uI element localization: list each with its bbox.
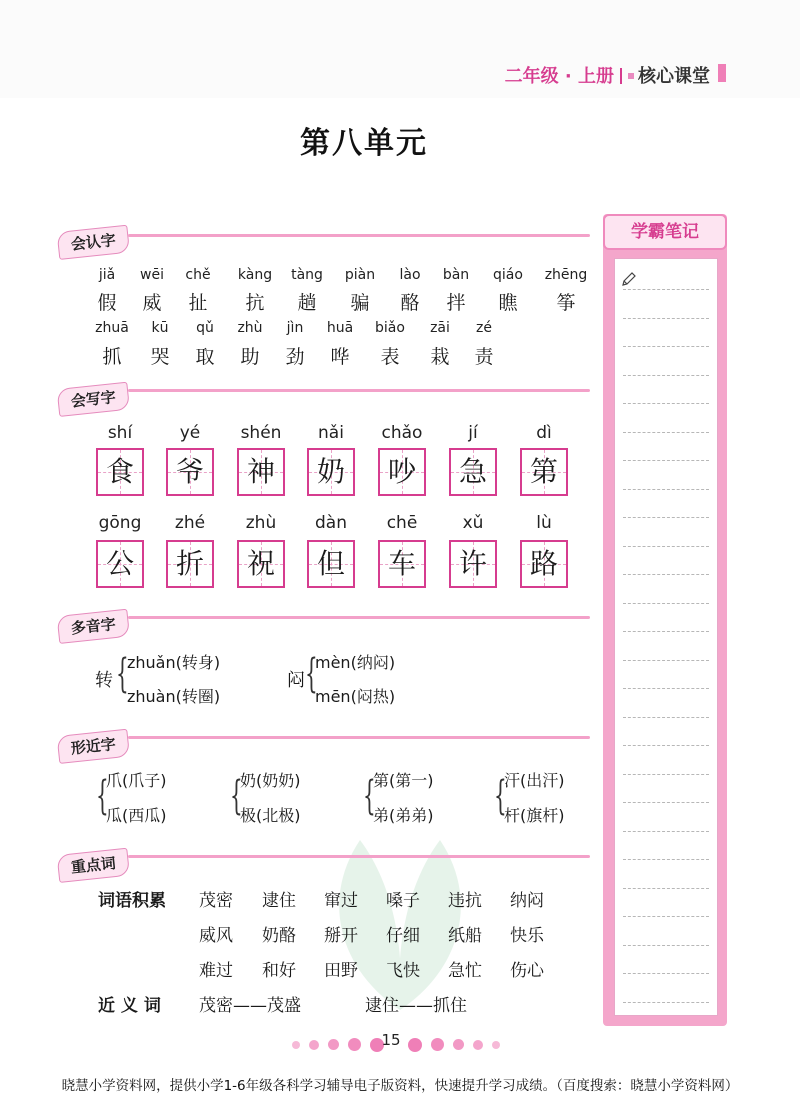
section-tag-similar: 形近字 bbox=[57, 729, 131, 764]
pinyin: lào bbox=[399, 267, 421, 283]
polyphone-reading: mèn(纳闷) bbox=[315, 653, 396, 672]
note-line bbox=[623, 517, 709, 518]
hanzi-char: 车 bbox=[387, 547, 416, 580]
dot-icon bbox=[348, 1038, 361, 1051]
note-line bbox=[623, 460, 709, 461]
writing-grid-cell bbox=[520, 448, 568, 496]
note-line bbox=[623, 859, 709, 860]
section-line bbox=[128, 736, 590, 739]
hanzi-char: 吵 bbox=[387, 455, 416, 488]
note-line bbox=[623, 916, 709, 917]
similar-char: 爪(爪子) bbox=[106, 771, 167, 790]
hanzi-char: 威 bbox=[142, 292, 162, 314]
dot-icon bbox=[492, 1041, 500, 1049]
header-bullet bbox=[628, 73, 634, 79]
synonym-label: 近 义 词 bbox=[98, 996, 161, 1016]
section-tag-keywords: 重点词 bbox=[57, 848, 131, 883]
polyphone-reading: zhuàn(转圈) bbox=[127, 687, 221, 706]
pinyin: gōng bbox=[98, 513, 142, 533]
book-header bbox=[505, 62, 710, 88]
brace-icon: { bbox=[494, 773, 507, 819]
hanzi-char: 助 bbox=[240, 346, 260, 368]
polyphone-reading: zhuǎn(转身) bbox=[127, 653, 221, 672]
pinyin: dì bbox=[536, 423, 552, 443]
dot-icon bbox=[473, 1040, 483, 1050]
keyword: 难过 bbox=[199, 961, 233, 981]
keyword: 掰开 bbox=[324, 926, 358, 946]
brace-icon: { bbox=[363, 773, 376, 819]
section-tag-write: 会写字 bbox=[57, 382, 131, 417]
section-tag-recognize: 会认字 bbox=[57, 225, 131, 260]
pinyin: qiáo bbox=[493, 267, 523, 283]
dot-icon bbox=[408, 1038, 422, 1052]
pencil-icon bbox=[621, 271, 637, 287]
pinyin: shí bbox=[107, 423, 133, 443]
pinyin: xǔ bbox=[462, 513, 484, 533]
hanzi-char: 折 bbox=[175, 547, 204, 580]
writing-grid-cell bbox=[307, 540, 355, 588]
hanzi-char: 抓 bbox=[102, 346, 122, 368]
pinyin: wēi bbox=[140, 267, 164, 283]
keyword: 急忙 bbox=[448, 961, 482, 981]
keyword: 违抗 bbox=[448, 891, 482, 911]
accumulate-label: 词语积累 bbox=[98, 891, 166, 911]
writing-grid-cell bbox=[96, 540, 144, 588]
hanzi-char: 抗 bbox=[245, 292, 265, 314]
writing-grid-cell bbox=[166, 540, 214, 588]
polyphone-char: 转 bbox=[95, 670, 113, 691]
hanzi-char: 栽 bbox=[430, 346, 450, 368]
similar-char: 杆(旗杆) bbox=[504, 806, 565, 825]
writing-grid-cell bbox=[520, 540, 568, 588]
pinyin: bàn bbox=[442, 267, 470, 283]
pinyin: zhé bbox=[174, 513, 206, 533]
hanzi-char: 瞧 bbox=[498, 292, 518, 314]
polyphone-reading: mēn(闷热) bbox=[315, 687, 396, 706]
synonym-pair: 逮住——抓住 bbox=[365, 996, 467, 1016]
pinyin: zhuā bbox=[95, 320, 129, 336]
note-line bbox=[623, 888, 709, 889]
writing-grid-cell bbox=[449, 540, 497, 588]
pinyin: chē bbox=[386, 513, 418, 533]
hanzi-char: 扯 bbox=[188, 292, 208, 314]
hanzi-char: 假 bbox=[97, 292, 117, 314]
similar-char: 瓜(西瓜) bbox=[106, 806, 167, 825]
note-line bbox=[623, 574, 709, 575]
notes-title: 学霸笔记 bbox=[603, 214, 727, 250]
dot-icon bbox=[328, 1039, 339, 1050]
hanzi-char: 但 bbox=[316, 547, 345, 580]
pinyin: jiǎ bbox=[98, 267, 116, 283]
pinyin: zé bbox=[476, 320, 492, 336]
writing-grid-cell bbox=[378, 540, 426, 588]
keyword: 纳闷 bbox=[510, 891, 544, 911]
hanzi-char: 骗 bbox=[350, 292, 370, 314]
note-line bbox=[623, 945, 709, 946]
pinyin: zhēng bbox=[544, 267, 588, 283]
pinyin: jí bbox=[468, 423, 478, 443]
pinyin: lù bbox=[536, 513, 552, 533]
writing-grid-cell bbox=[237, 448, 285, 496]
keyword: 快乐 bbox=[510, 926, 544, 946]
hanzi-char: 劲 bbox=[285, 346, 305, 368]
page-number: 15 bbox=[381, 1031, 401, 1049]
note-line bbox=[623, 403, 709, 404]
keyword: 田野 bbox=[324, 961, 358, 981]
pinyin: qǔ bbox=[196, 320, 214, 336]
pinyin: zāi bbox=[430, 320, 450, 336]
keyword: 逮住 bbox=[262, 891, 296, 911]
hanzi-char: 拌 bbox=[446, 292, 466, 314]
note-line bbox=[623, 973, 709, 974]
keyword: 仔细 bbox=[386, 926, 420, 946]
keyword: 嗓子 bbox=[386, 891, 420, 911]
dot-icon bbox=[431, 1038, 444, 1051]
brace-icon: { bbox=[305, 651, 318, 697]
note-line bbox=[623, 745, 709, 746]
writing-grid-cell bbox=[378, 448, 426, 496]
keyword: 茂密 bbox=[199, 891, 233, 911]
pinyin: biǎo bbox=[375, 320, 405, 336]
hanzi-char: 取 bbox=[195, 346, 215, 368]
watermark-leaf-icon bbox=[300, 810, 500, 1020]
section-line bbox=[128, 855, 590, 858]
dot-icon bbox=[292, 1041, 300, 1049]
header-divider bbox=[620, 68, 622, 84]
pinyin: shén bbox=[240, 423, 282, 443]
hanzi-char: 趟 bbox=[297, 292, 317, 314]
page-dots bbox=[406, 1034, 502, 1050]
writing-grid-cell bbox=[96, 448, 144, 496]
writing-grid-cell bbox=[449, 448, 497, 496]
pinyin: zhù bbox=[237, 320, 263, 336]
writing-grid-cell bbox=[307, 448, 355, 496]
pinyin: yé bbox=[179, 423, 201, 443]
hanzi-char: 许 bbox=[458, 547, 487, 580]
note-line bbox=[623, 717, 709, 718]
note-line bbox=[623, 631, 709, 632]
similar-char: 弟(弟弟) bbox=[373, 806, 434, 825]
note-line bbox=[623, 375, 709, 376]
keyword: 伤心 bbox=[510, 961, 544, 981]
note-line bbox=[623, 489, 709, 490]
pinyin: zhù bbox=[245, 513, 277, 533]
note-line bbox=[623, 603, 709, 604]
keyword: 和好 bbox=[262, 961, 296, 981]
pinyin: tàng bbox=[291, 267, 323, 283]
note-line bbox=[623, 831, 709, 832]
note-line bbox=[623, 432, 709, 433]
pinyin: piàn bbox=[344, 267, 376, 283]
similar-char: 汗(出汗) bbox=[504, 771, 565, 790]
pinyin: dàn bbox=[315, 513, 347, 533]
hanzi-char: 奶 bbox=[316, 455, 345, 488]
note-line bbox=[623, 546, 709, 547]
pinyin: kū bbox=[151, 320, 169, 336]
hanzi-char: 神 bbox=[246, 455, 275, 488]
note-line bbox=[623, 774, 709, 775]
note-line bbox=[623, 1002, 709, 1003]
unit-title: 第八单元 bbox=[300, 126, 428, 161]
synonym-pair: 茂密——茂盛 bbox=[199, 996, 301, 1016]
pinyin: kàng bbox=[237, 267, 273, 283]
keyword: 威风 bbox=[199, 926, 233, 946]
hanzi-char: 爷 bbox=[175, 455, 204, 488]
keyword: 纸船 bbox=[448, 926, 482, 946]
section-line bbox=[128, 616, 590, 619]
note-line bbox=[623, 346, 709, 347]
section-line bbox=[128, 234, 590, 237]
hanzi-char: 食 bbox=[105, 455, 134, 488]
note-line bbox=[623, 318, 709, 319]
hanzi-char: 急 bbox=[458, 455, 487, 488]
page-dots bbox=[290, 1034, 386, 1050]
brace-icon: { bbox=[116, 651, 129, 697]
hanzi-char: 哭 bbox=[150, 346, 170, 368]
similar-char: 极(北极) bbox=[240, 806, 301, 825]
pinyin: chǎo bbox=[381, 423, 423, 443]
hanzi-char: 祝 bbox=[246, 547, 275, 580]
hanzi-char: 第 bbox=[529, 455, 558, 488]
header-subtitle: 核心课堂 bbox=[638, 66, 710, 87]
similar-char: 第(第一) bbox=[373, 771, 434, 790]
section-tag-polyphone: 多音字 bbox=[57, 609, 131, 644]
dot-icon bbox=[453, 1039, 464, 1050]
hanzi-char: 责 bbox=[474, 346, 494, 368]
notes-paper[interactable] bbox=[614, 258, 718, 1016]
note-line bbox=[623, 289, 709, 290]
polyphone-char: 闷 bbox=[287, 670, 305, 691]
footer-note: 晓慧小学资料网，提供小学1-6年级各科学习辅导电子版资料，快速提升学习成绩。（百度搜索：晓慧小学资料网） bbox=[61, 1078, 739, 1094]
header-endbar bbox=[718, 64, 726, 82]
pinyin: huā bbox=[326, 320, 354, 336]
hanzi-char: 路 bbox=[529, 547, 558, 580]
writing-grid-cell bbox=[237, 540, 285, 588]
brace-icon: { bbox=[230, 773, 243, 819]
keyword: 窜过 bbox=[324, 891, 358, 911]
hanzi-char: 哗 bbox=[330, 346, 350, 368]
similar-char: 奶(奶奶) bbox=[240, 771, 301, 790]
section-line bbox=[128, 389, 590, 392]
dot-icon bbox=[309, 1040, 319, 1050]
note-line bbox=[623, 660, 709, 661]
pinyin: nǎi bbox=[318, 423, 344, 443]
hanzi-char: 公 bbox=[105, 547, 134, 580]
hanzi-char: 表 bbox=[380, 346, 400, 368]
grade-label: 二年级 · 上册 bbox=[504, 66, 614, 87]
hanzi-char: 酪 bbox=[400, 292, 420, 314]
hanzi-char: 筝 bbox=[556, 292, 576, 314]
pinyin: jìn bbox=[286, 320, 304, 336]
writing-grid-cell bbox=[166, 448, 214, 496]
brace-icon: { bbox=[96, 773, 109, 819]
keyword: 飞快 bbox=[386, 961, 420, 981]
keyword: 奶酪 bbox=[262, 926, 296, 946]
note-line bbox=[623, 688, 709, 689]
note-line bbox=[623, 802, 709, 803]
pinyin: chě bbox=[185, 267, 211, 283]
